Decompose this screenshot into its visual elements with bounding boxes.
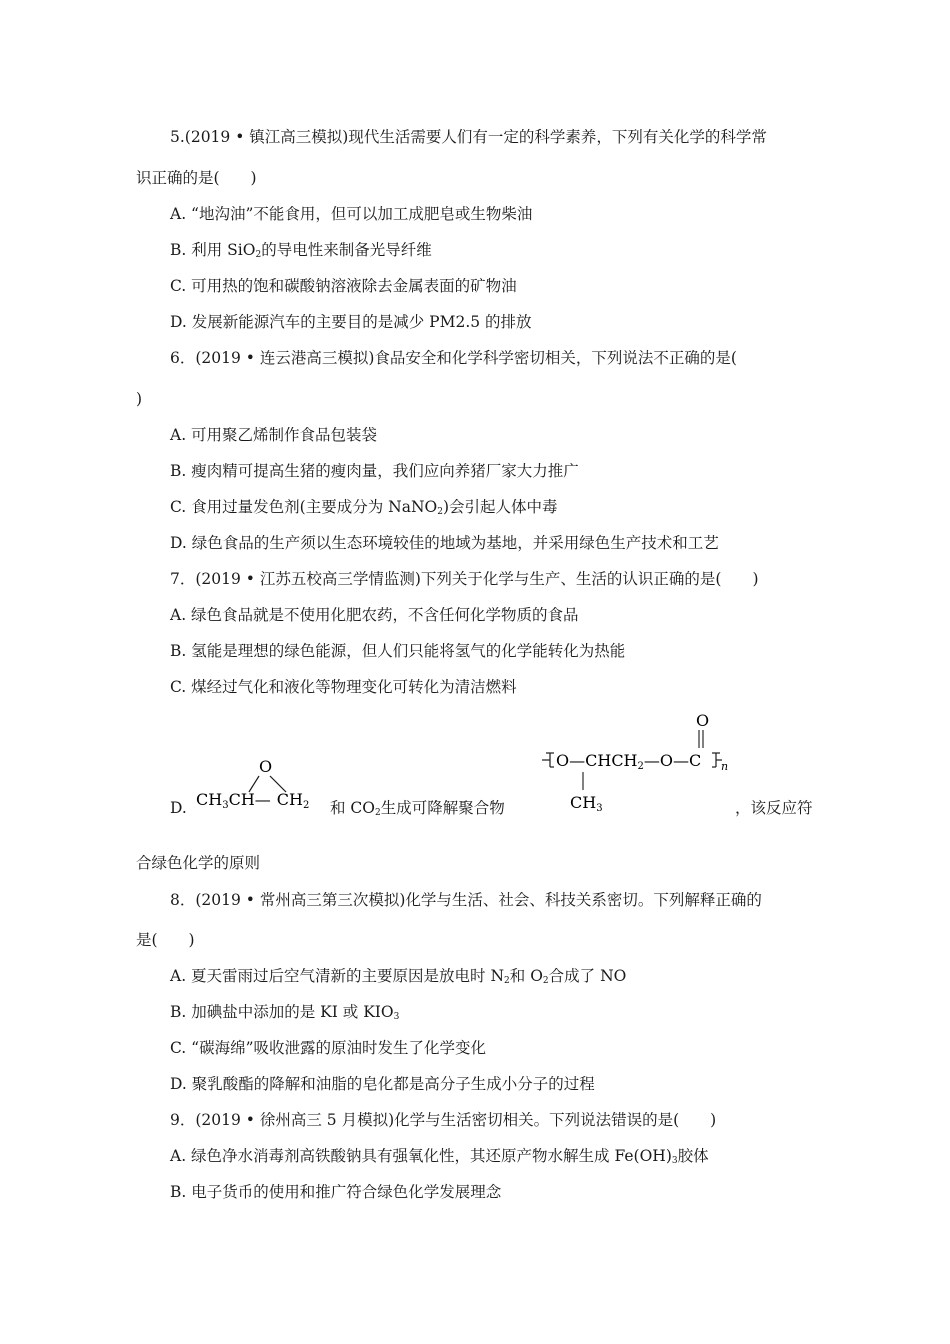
q7-option-d-label: D. bbox=[170, 799, 187, 817]
q5-stem-line2: 识正确的是( ) bbox=[136, 169, 257, 187]
q6-stem-line1: 6．(2019 • 连云港高三模拟)食品安全和化学科学密切相关，下列说法不正确的是( bbox=[170, 349, 737, 367]
svg-text:CH3 bbox=[570, 793, 603, 814]
svg-text:CH3CH—CH2 bbox=[196, 790, 309, 811]
q9-option-a: A. 绿色净水消毒剂高铁酸钠具有强氧化性，其还原产物水解生成 $Fe(OH)_3$胶体 bbox=[170, 1147, 709, 1166]
polymer-chain-a-sub: 2 bbox=[637, 761, 644, 772]
q8-option-c: C. “碳海绵”吸收泄露的原油时发生了化学变化 bbox=[170, 1039, 487, 1057]
q5-option-b: B. 利用 SiO$_2$的导电性来制备光导纤维 bbox=[170, 241, 432, 260]
q7-option-b: B. 氢能是理想的绿色能源，但人们只能将氢气的化学能转化为热能 bbox=[170, 642, 626, 660]
q5-option-a: A. “地沟油”不能食用，但可以加工成肥皂或生物柴油 bbox=[170, 205, 533, 223]
q7-option-d-middle-text: 和 $CO_2$生成可降解聚合物 bbox=[330, 799, 505, 818]
q7-option-a: A. 绿色食品就是不使用化肥农药，不含任何化学物质的食品 bbox=[170, 606, 579, 624]
epoxide-ch2: CH bbox=[276, 790, 303, 809]
polymer-chain-b: —O—C bbox=[643, 751, 702, 770]
q6-option-b: B. 瘦肉精可提高生猪的瘦肉量，我们应向养猪厂家大力推广 bbox=[170, 462, 579, 480]
epoxide-ch: CH— bbox=[228, 790, 271, 809]
q7-option-c: C. 煤经过气化和液化等物理变化可转化为清洁燃料 bbox=[170, 678, 517, 696]
q7-option-d-continuation: 合绿色化学的原则 bbox=[136, 854, 261, 872]
q5-option-d: D. 发展新能源汽车的主要目的是减少 PM2.5 的排放 bbox=[170, 313, 532, 331]
q8-option-a: A. 夏天雷雨过后空气清新的主要原因是放电时 $N_2$和 $O_2$合成了 NO bbox=[170, 967, 627, 986]
polymer-chain-a: O—CHCH bbox=[556, 751, 638, 770]
q9-stem: 9．(2019 • 徐州高三 5 月模拟)化学与生活密切相关。下列说法错误的是( ) bbox=[170, 1111, 717, 1129]
polymer-structure bbox=[540, 708, 740, 820]
polymer-repeat-n: n bbox=[721, 760, 729, 773]
q7-option-d-end: ，该反应符 bbox=[735, 799, 813, 817]
q6-option-d: D. 绿色食品的生产须以生态环境较佳的地域为基地，并采用绿色生产技术和工艺 bbox=[170, 534, 719, 552]
polymer-branch-ch3: CH bbox=[570, 793, 597, 812]
q5-option-c: C. 可用热的饱和碳酸钠溶液除去金属表面的矿物油 bbox=[170, 277, 517, 295]
epoxide-ch2-sub: 2 bbox=[302, 800, 310, 811]
epoxide-ch3: CH bbox=[196, 790, 223, 809]
q8-option-d: D. 聚乳酸酯的降解和油脂的皂化都是高分子生成小分子的过程 bbox=[170, 1075, 595, 1093]
q7-stem: 7．(2019 • 江苏五校高三学情监测)下列关于化学与生产、生活的认识正确的是( ) bbox=[170, 570, 759, 588]
q8-option-b: B. 加碘盐中添加的是 KI 或 $KIO_3$ bbox=[170, 1003, 400, 1022]
q8-stem-line2: 是( ) bbox=[136, 931, 195, 949]
q6-option-c: C. 食用过量发色剂(主要成分为 NaNO$_2$)会引起人体中毒 bbox=[170, 498, 558, 517]
q8-stem-line1: 8．(2019 • 常州高三第三次模拟)化学与生活、社会、科技关系密切。下列解释正确的 bbox=[170, 891, 762, 909]
svg-text:O—CHCH2—O—C bbox=[556, 751, 701, 772]
epoxide-ch3-sub: 3 bbox=[222, 800, 229, 811]
q6-option-a: A. 可用聚乙烯制作食品包装袋 bbox=[170, 426, 378, 444]
polymer-carbonyl-oxygen: O bbox=[696, 711, 710, 730]
q6-stem-line2: ) bbox=[136, 390, 143, 408]
q9-option-b: B. 电子货币的使用和推广符合绿色化学发展理念 bbox=[170, 1183, 502, 1201]
polymer-branch-ch3-sub: 3 bbox=[596, 803, 603, 814]
epoxide-oxygen: O bbox=[259, 757, 273, 776]
q5-stem-line1: 5.(2019 • 镇江高三模拟)现代生活需要人们有一定的科学素养，下列有关化学的科学常 bbox=[170, 128, 767, 146]
epoxide-structure bbox=[192, 752, 330, 814]
